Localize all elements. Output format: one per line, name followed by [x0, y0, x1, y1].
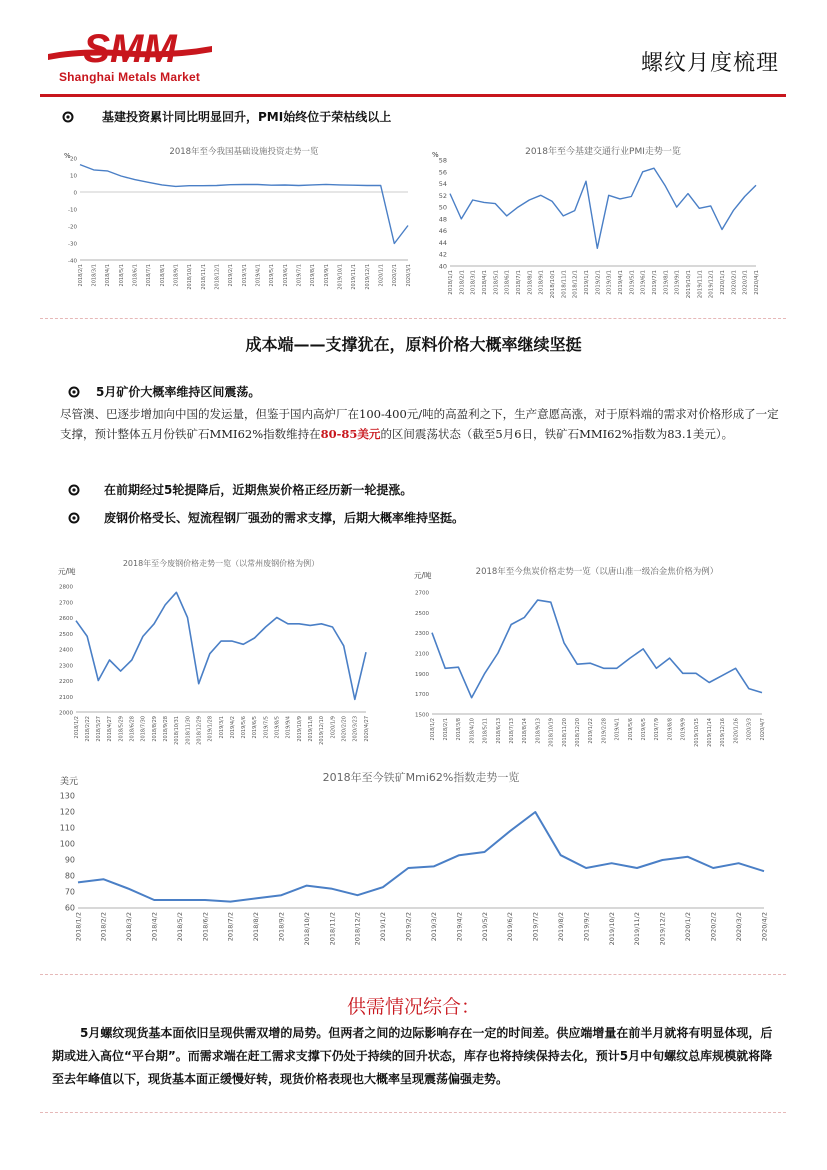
x-tick-label: 2018/8/1: [527, 270, 534, 295]
y-tick-label: 2100: [59, 694, 73, 701]
pmi-chart: [424, 140, 764, 308]
x-tick-label: 2019/3/1: [606, 270, 613, 295]
x-tick-label: 2020/3/3: [746, 718, 753, 741]
scrap-chart: [54, 552, 374, 764]
ore-paragraph-part1: 尽管澳、巴逐步增加向中国的发运量，但鉴于国内高炉厂在100-400元/吨的高盈利之下，生产意愿高涨，对于原料端的需求对价格形成了一定支撑，预计整体五月份铁矿石MMI62%指数维持在: [60, 407, 779, 441]
bullet-infra: [62, 108, 391, 125]
x-tick-label: 2018/4/1: [481, 270, 488, 295]
y-tick-label: 0: [73, 190, 77, 197]
ore-chart: [56, 766, 776, 954]
y-tick-label: 2200: [59, 679, 73, 685]
infra-invest-svg: [58, 140, 416, 298]
chart-title: 2018年至今铁矿Mmi62%指数走势一览: [322, 771, 520, 784]
x-tick-label: 2018/6/13: [495, 718, 502, 744]
x-tick-label: 2018/7/13: [508, 718, 515, 744]
x-tick-label: 2019/2/2: [404, 912, 413, 942]
x-tick-label: 2019/9/9: [680, 718, 687, 741]
ore-svg: [56, 766, 776, 954]
y-tick-label: 90: [64, 855, 75, 865]
bullet-icon: [62, 111, 74, 123]
x-tick-label: 2020/1/16: [733, 718, 740, 744]
y-unit-label: %: [64, 152, 71, 160]
x-tick-label: 2019/8/1: [663, 270, 670, 295]
x-tick-label: 2019/5/6: [627, 718, 634, 741]
y-tick-label: 1900: [415, 671, 429, 678]
x-tick-label: 2019/12/2: [658, 912, 667, 946]
x-tick-label: 2019/5/1: [269, 264, 276, 287]
x-tick-label: 2018/8/2: [252, 912, 261, 942]
x-tick-label: 2019/11/2: [633, 912, 642, 946]
x-tick-label: 2019/12/1: [364, 264, 371, 290]
coke-chart: [408, 558, 770, 764]
logo-tagline: Shanghai Metals Market: [58, 70, 201, 84]
x-tick-label: 2018/9/1: [173, 264, 180, 287]
series-line: [450, 168, 756, 248]
x-tick-label: 2018/7/1: [515, 270, 522, 295]
x-tick-label: 2018/10/1: [187, 264, 194, 290]
report-title: 螺纹月度梳理: [640, 51, 779, 76]
y-tick-label: 2000: [59, 710, 73, 717]
bullet-infra-text: 基建投资累计同比明显回升，PMI始终位于荣枯线以上: [102, 110, 392, 124]
x-tick-label: 2020/1/9: [330, 716, 337, 739]
x-tick-label: 2018/10/2: [302, 912, 311, 946]
x-tick-label: 2018/9/28: [162, 716, 169, 742]
section-divider: [40, 974, 786, 975]
x-tick-label: 2019/5/6: [241, 716, 248, 739]
infra-invest-chart: [58, 140, 416, 298]
x-tick-label: 2018/12/1: [214, 264, 221, 290]
y-tick-label: 40: [438, 262, 447, 271]
x-tick-label: 2019/2/28: [601, 718, 608, 744]
y-tick-label: 10: [70, 173, 77, 180]
x-tick-label: 2018/5/29: [118, 716, 125, 742]
x-tick-label: 2020/1/2: [684, 912, 693, 942]
series-line: [78, 812, 764, 902]
smm-logo: [42, 28, 217, 88]
bullet-coke: [68, 481, 412, 498]
y-tick-label: -10: [68, 207, 77, 214]
y-tick-label: 2800: [59, 584, 73, 591]
chart-title: 2018年至今焦炭价格走势一览（以唐山准一级冶金焦价格为例）: [475, 567, 719, 577]
x-tick-label: 2018/10/31: [174, 716, 181, 745]
x-tick-label: 2018/2/2: [99, 912, 108, 942]
y-unit-label: 美元: [60, 777, 79, 787]
x-tick-label: 2019/1/28: [207, 716, 214, 742]
x-tick-label: 2018/9/13: [535, 718, 542, 744]
x-tick-label: 2019/9/4: [285, 716, 292, 739]
x-tick-label: 2018/5/1: [493, 270, 500, 295]
x-tick-label: 2019/6/1: [282, 264, 289, 287]
x-tick-label: 2018/12/2: [353, 912, 362, 946]
x-tick-label: 2019/12/16: [720, 718, 727, 747]
y-tick-label: 110: [59, 823, 75, 833]
logo-text: SMM: [83, 28, 177, 68]
ore-paragraph: [60, 404, 780, 444]
y-tick-label: 52: [438, 191, 447, 200]
x-tick-label: 2019/9/1: [674, 270, 681, 295]
y-tick-label: -30: [68, 241, 77, 248]
y-tick-label: -20: [68, 224, 77, 231]
y-unit-label: 元/吨: [58, 567, 76, 576]
y-tick-label: 2600: [59, 616, 73, 622]
x-tick-label: 2018/5/2: [175, 912, 184, 942]
x-tick-label: 2018/11/2: [328, 912, 337, 946]
x-tick-label: 2019/8/8: [667, 718, 674, 741]
x-tick-label: 2018/1/2: [429, 718, 436, 741]
x-tick-label: 2019/4/2: [455, 912, 464, 942]
x-tick-label: 2019/10/1: [685, 270, 692, 299]
x-tick-label: 2019/9/1: [323, 264, 330, 287]
x-tick-label: 2018/3/27: [96, 716, 103, 742]
x-tick-label: 2018/2/1: [459, 270, 466, 295]
y-tick-label: 48: [438, 215, 447, 224]
x-tick-label: 2019/11/8: [307, 716, 314, 742]
y-tick-label: 58: [438, 156, 447, 165]
x-tick-label: 2020/3/2: [734, 912, 743, 942]
x-tick-label: 2018/8/14: [522, 718, 529, 744]
x-tick-label: 2019/1/22: [588, 718, 595, 744]
y-tick-label: 42: [438, 250, 447, 259]
x-tick-label: 2019/8/1: [310, 264, 317, 287]
x-tick-label: 2019/4/1: [617, 270, 624, 295]
x-tick-label: 2019/10/1: [337, 264, 344, 290]
x-tick-label: 2020/1/1: [719, 270, 726, 295]
x-tick-label: 2018/6/28: [129, 716, 136, 742]
x-tick-label: 2018/2/22: [84, 716, 91, 742]
x-tick-label: 2018/5/1: [118, 264, 125, 287]
x-tick-label: 2019/10/15: [693, 718, 700, 747]
y-tick-label: 44: [438, 238, 447, 247]
x-tick-label: 2019/5/2: [480, 912, 489, 942]
y-tick-label: 120: [59, 807, 75, 817]
y-tick-label: 46: [438, 227, 447, 236]
x-tick-label: 2018/3/1: [91, 264, 98, 287]
x-tick-label: 2018/1/2: [73, 716, 80, 739]
x-tick-label: 2019/7/1: [296, 264, 303, 287]
x-tick-label: 2018/3/8: [456, 718, 463, 741]
y-tick-label: 2300: [415, 631, 429, 638]
cost-heading: 成本端——支撑犹在，原料价格大概率继续坚挺: [245, 335, 582, 354]
x-tick-label: 2018/6/1: [504, 270, 511, 295]
y-tick-label: 70: [64, 887, 75, 897]
chart-title: 2018年至今废钢价格走势一览（以常州废钢价格为例）: [122, 559, 320, 568]
x-tick-label: 2018/4/27: [107, 716, 114, 742]
x-tick-label: 2020/3/1: [742, 270, 749, 295]
x-tick-label: 2019/6/1: [640, 270, 647, 295]
x-tick-label: 2018/7/2: [226, 912, 235, 942]
x-tick-label: 2018/1/2: [74, 912, 83, 942]
x-tick-label: 2019/3/2: [429, 912, 438, 942]
x-tick-label: 2019/11/1: [351, 264, 358, 290]
x-tick-label: 2019/7/2: [531, 912, 540, 942]
x-tick-label: 2018/2/1: [442, 718, 449, 741]
y-tick-label: 130: [59, 791, 75, 801]
x-tick-label: 2019/6/2: [506, 912, 515, 942]
x-tick-label: 2020/1/1: [378, 264, 385, 287]
x-tick-label: 2018/8/29: [151, 716, 158, 742]
x-tick-label: 2019/3/1: [241, 264, 248, 287]
y-tick-label: 2400: [59, 647, 73, 654]
y-tick-label: 2700: [415, 590, 429, 597]
x-tick-label: 2018/10/19: [548, 718, 555, 747]
y-tick-label: 2100: [415, 651, 429, 658]
x-tick-label: 2019/10/9: [296, 716, 303, 742]
bullet-ore-text: 5月矿价大概率维持区间震荡。: [96, 385, 261, 399]
y-unit-label: %: [432, 151, 439, 159]
x-tick-label: 2018/3/1: [470, 270, 477, 295]
x-tick-label: 2019/4/2: [229, 716, 236, 739]
x-tick-label: 2019/5/1: [629, 270, 636, 295]
ore-paragraph-part2: 的区间震荡状态（截至5月6日，铁矿石MMI62%指数为83.1美元）。: [380, 427, 734, 441]
x-tick-label: 2018/6/1: [132, 264, 139, 287]
bullet-icon: [68, 386, 80, 398]
smm-logo-mark: [48, 28, 212, 68]
x-tick-label: 2020/4/7: [759, 718, 766, 741]
x-tick-label: 2018/12/20: [574, 718, 581, 747]
x-tick-label: 2018/3/2: [125, 912, 134, 942]
x-tick-label: 2018/2/1: [77, 264, 84, 287]
section-divider: [40, 318, 786, 319]
x-tick-label: 2018/12/1: [572, 270, 579, 299]
x-tick-label: 2019/1/1: [583, 270, 590, 295]
x-tick-label: 2020/4/2: [760, 912, 769, 942]
x-tick-label: 2018/9/2: [277, 912, 286, 942]
x-tick-label: 2019/7/1: [651, 270, 658, 295]
pmi-svg: [424, 140, 764, 308]
x-tick-label: 2020/2/1: [731, 270, 738, 295]
x-tick-label: 2019/4/1: [614, 718, 621, 741]
y-tick-label: 2500: [59, 631, 73, 638]
supply-paragraph: 5月螺纹现货基本面依旧呈现供需双增的局势。但两者之间的边际影响存在一定的时间差。供应端增量在前半月就将有明显体现，后期或进入高位“平台期”。而需求端在赶工需求支撑下仍处于持续的回升状态，库存也将持续保持去化，预计5月中旬螺纹总库规模就将降至去年峰值以下，现货基本面正缓慢好转，现货价格表现也大概率呈现震荡偏强走势。: [52, 1026, 773, 1086]
x-tick-label: 2018/11/30: [185, 716, 192, 745]
y-tick-label: 100: [59, 839, 75, 849]
x-tick-label: 2019/10/2: [607, 912, 616, 946]
y-tick-label: -40: [68, 258, 77, 265]
x-tick-label: 2019/12/1: [708, 270, 715, 299]
coke-svg: [408, 558, 770, 764]
x-tick-label: 2019/8/2: [557, 912, 566, 942]
x-tick-label: 2019/6/5: [252, 716, 259, 739]
bullet-scrap: [68, 509, 464, 526]
chart-title: 2018年至今基建交通行业PMI走势一览: [525, 147, 681, 157]
x-tick-label: 2019/2/1: [595, 270, 602, 295]
x-tick-label: 2019/3/1: [218, 716, 225, 739]
ore-price-range: 80-85美元: [320, 427, 381, 441]
x-tick-label: 2018/7/30: [140, 716, 147, 742]
y-unit-label: 元/吨: [414, 571, 432, 580]
x-tick-label: 2018/8/1: [159, 264, 166, 287]
y-tick-label: 60: [64, 903, 75, 913]
section-divider: [40, 1112, 786, 1113]
x-tick-label: 2019/7/9: [654, 718, 661, 741]
chart-title: 2018年至今我国基础设施投资走势一览: [169, 147, 319, 157]
x-tick-label: 2018/4/2: [150, 912, 159, 942]
y-tick-label: 2300: [59, 663, 73, 670]
series-line: [80, 165, 408, 244]
x-tick-label: 2018/5/11: [482, 718, 489, 744]
y-tick-label: 2700: [59, 600, 73, 607]
x-tick-label: 2019/12/10: [319, 716, 326, 745]
x-tick-label: 2020/4/27: [363, 716, 370, 742]
y-tick-label: 1500: [415, 712, 429, 719]
x-tick-label: 2018/9/1: [538, 270, 545, 295]
x-tick-label: 2020/3/23: [352, 716, 359, 742]
y-tick-label: 50: [438, 203, 447, 212]
x-tick-label: 2018/1/1: [447, 270, 454, 295]
header-divider: [40, 94, 786, 97]
bullet-icon: [68, 512, 80, 524]
x-tick-label: 2020/3/1: [405, 264, 412, 287]
x-tick-label: 2018/10/1: [549, 270, 556, 299]
series-line: [432, 600, 762, 698]
y-tick-label: 80: [64, 871, 75, 881]
series-line: [76, 592, 366, 699]
scrap-svg: [54, 552, 374, 764]
x-tick-label: 2019/8/5: [274, 716, 281, 739]
x-tick-label: 2020/2/1: [392, 264, 399, 287]
x-tick-label: 2018/7/1: [146, 264, 153, 287]
y-tick-label: 1700: [415, 692, 429, 699]
x-tick-label: 2019/1/2: [379, 912, 388, 942]
x-tick-label: 2018/12/29: [196, 716, 203, 745]
x-tick-label: 2019/2/1: [228, 264, 235, 287]
x-tick-label: 2019/6/5: [640, 718, 647, 741]
y-tick-label: 54: [438, 180, 447, 189]
bullet-coke-text: 在前期经过5轮提降后，近期焦炭价格正经历新一轮提涨。: [104, 483, 413, 497]
x-tick-label: 2020/4/1: [753, 270, 760, 295]
x-tick-label: 2018/6/2: [201, 912, 210, 942]
x-tick-label: 2019/11/1: [697, 270, 704, 299]
x-tick-label: 2020/2/2: [709, 912, 718, 942]
y-tick-label: 2500: [415, 610, 429, 617]
bullet-icon: [68, 484, 80, 496]
y-tick-label: 20: [70, 156, 77, 163]
x-tick-label: 2018/11/1: [561, 270, 568, 299]
x-tick-label: 2018/11/20: [561, 718, 568, 747]
x-tick-label: 2019/4/1: [255, 264, 262, 287]
x-tick-label: 2018/4/1: [105, 264, 112, 287]
x-tick-label: 2019/11/14: [706, 718, 713, 747]
x-tick-label: 2020/2/20: [341, 716, 348, 742]
supply-heading: 供需情况综合：: [346, 996, 480, 1018]
x-tick-label: 2018/4/10: [469, 718, 476, 744]
bullet-scrap-text: 废钢价格受长、短流程钢厂强劲的需求支撑，后期大概率维持坚挺。: [104, 511, 465, 525]
x-tick-label: 2019/7/5: [263, 716, 270, 739]
y-tick-label: 56: [438, 168, 447, 177]
x-tick-label: 2019/9/2: [582, 912, 591, 942]
x-tick-label: 2018/11/1: [200, 264, 207, 290]
bullet-ore: [68, 383, 260, 400]
